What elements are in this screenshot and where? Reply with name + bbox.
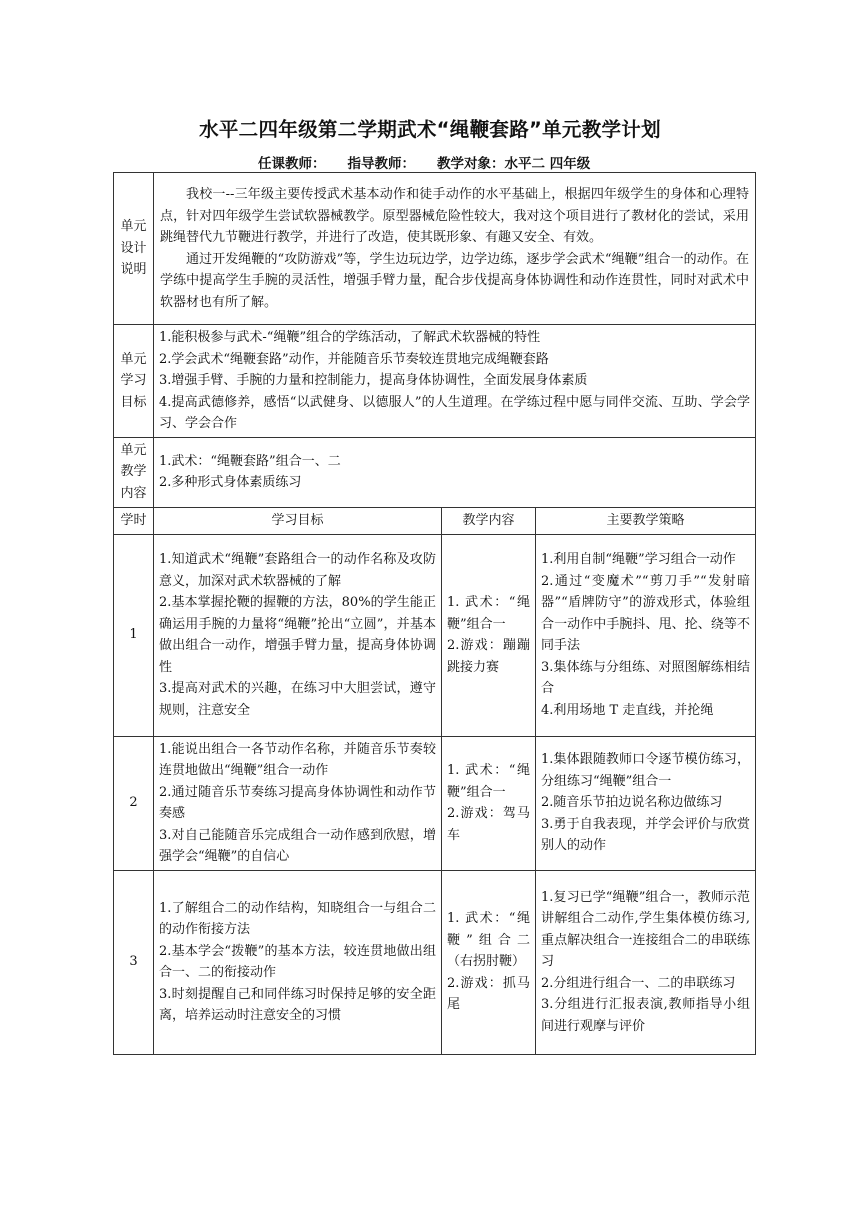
objective-item: 3.提高对武术的兴趣，在练习中大胆尝试，遵守规则，注意安全	[159, 681, 436, 718]
strategy-item: 3.勇于自我表现，并学会评价与欣赏别人的动作	[541, 816, 750, 854]
lesson-strategies	[536, 736, 756, 870]
goal-item: 1.能积极参与武术-“绳鞭”组合的学练活动，了解武术软器械的特性	[159, 330, 541, 345]
goals-label: 单元 学习 目标	[114, 325, 154, 438]
content-item: 1. 武术：“绳鞭”组合一	[447, 763, 530, 800]
goal-item: 3.增强手臂、手腕的力量和控制能力，提高身体协调性，全面发展身体素质	[159, 373, 588, 388]
content-item: 2.游戏：蹦蹦跳接力赛	[447, 638, 530, 675]
design-paragraph: 通过开发绳鞭的“攻防游戏”等，学生边玩边学，边学边练，逐步学会武术“绳鞭”组合一的动作。在学练中提高学生手腕的灵活性，增强手臂力量，配合步伐提高身体协调性和动作连贯性，同时对武术中软器材也有所了解。	[160, 251, 749, 310]
contents-text	[154, 437, 756, 507]
objective-item: 1.能说出组合一各节动作名称，并随音乐节奏较连贯地做出“绳鞭”组合一动作	[159, 741, 436, 778]
lesson-content	[442, 534, 536, 736]
strategy-item: 1.复习已学“绳鞭”组合一，教师示范讲解组合二动作,学生集体模仿练习,重点解决组合一连接组合二的串联练习	[541, 889, 750, 970]
lesson-strategies	[536, 870, 756, 1054]
strategy-item: 2.分组进行组合一、二的串联练习	[541, 975, 736, 991]
content-item: 1. 武术：“绳鞭”组合二 （右拐肘鞭）	[447, 911, 530, 970]
contents-label: 单元 教学 内容	[114, 437, 154, 507]
schedule-header-row	[114, 507, 756, 534]
lesson-number: 2	[114, 736, 154, 870]
content-item: 2.多种形式身体素质练习	[159, 475, 302, 490]
design-row	[114, 173, 756, 325]
guide-teacher-label: 指导教师：	[347, 156, 415, 172]
strategy-item: 2.随音乐节拍边说名称边做练习	[541, 795, 723, 811]
strategy-item: 1.利用自制“绳鞭”学习组合一动作	[541, 552, 736, 567]
lesson-objectives	[154, 534, 442, 736]
objective-item: 3.时刻提醒自己和同伴练习时保持足够的安全距离，培养运动时注意安全的习惯	[159, 986, 436, 1023]
lesson-strategies	[536, 534, 756, 736]
objective-item: 1.了解组合二的动作结构，知晓组合一与组合二的动作衔接方法	[159, 900, 436, 937]
strategy-item: 4.利用场地 T 走直线，并抡绳	[541, 702, 714, 718]
table-row	[114, 736, 756, 870]
objective-item: 2.基本学会“拨鞭”的基本方法，较连贯地做出组合一、二的衔接动作	[159, 943, 436, 980]
content-item: 1.武术：“绳鞭套路”组合一、二	[159, 453, 341, 469]
lesson-content	[442, 736, 536, 870]
strategy-item: 2.通过“变魔术”“剪刀手”“发射暗器”“盾牌防守”的游戏形式，体验组合一动作中手腕抖、甩、抡、绕等不同手法	[541, 573, 750, 653]
design-label: 单元 设计 说明	[114, 173, 154, 325]
lesson-number: 3	[114, 870, 154, 1054]
header-strategies: 主要教学策略	[536, 507, 756, 534]
design-paragraph: 我校一--三年级主要传授武术基本动作和徒手动作的水平基础上，根据四年级学生的身体和心理特点，针对四年级学生尝试软器械教学。原型器械危险性较大，我对这个项目进行了教材化的尝试，采用跳绳替代九节鞭进行教学，并进行了改造，使其既形象、有趣又安全、有效。	[160, 187, 749, 245]
lesson-objectives	[154, 870, 442, 1054]
document-title: 水平二四年级第二学期武术“绳鞭套路”单元教学计划	[199, 118, 661, 141]
content-item: 2.游戏：抓马尾	[447, 975, 530, 1013]
goal-item: 2.学会武术“绳鞭套路”动作，并能随音乐节奏较连贯地完成绳鞭套路	[159, 351, 549, 367]
header-content: 教学内容	[442, 507, 536, 534]
objective-item: 1.知道武术“绳鞭”套路组合一的动作名称及攻防意义，加深对武术软器械的了解	[159, 552, 436, 589]
contents-row	[114, 437, 756, 507]
design-text	[154, 173, 756, 325]
unit-plan-table	[113, 172, 756, 1055]
teaching-target: 教学对象：水平二 四年级	[437, 156, 591, 172]
objective-item: 3.对自己能随音乐完成组合一动作感到欣慰，增强学会“绳鞭”的自信心	[159, 827, 436, 864]
objective-item: 2.通过随音乐节奏练习提高身体协调性和动作节奏感	[159, 784, 436, 821]
strategy-item: 3.分组进行汇报表演,教师指导小组间进行观摩与评价	[541, 997, 750, 1034]
teacher-label: 任课教师：	[258, 156, 326, 172]
content-item: 2.游戏：驾马车	[447, 806, 530, 843]
strategy-item: 3.集体练与分组练、对照图解练相结合	[541, 659, 750, 696]
document-subtitle	[258, 152, 612, 172]
goals-row	[114, 325, 756, 438]
goals-text	[154, 325, 756, 438]
lesson-objectives	[154, 736, 442, 870]
table-row	[114, 870, 756, 1054]
goal-item: 4.提高武德修养，感悟“以武健身、以德服人”的人生道理。在学练过程中愿与同伴交流、互助、学会学习、学会合作	[159, 394, 750, 431]
strategy-item: 1.集体跟随教师口令逐节模仿练习，分组练习“绳鞭”组合一	[541, 752, 750, 789]
table-row	[114, 534, 756, 736]
header-objectives: 学习目标	[154, 507, 442, 534]
header-lesson: 学时	[114, 507, 154, 534]
lesson-number: 1	[114, 534, 154, 736]
objective-item: 2.基本掌握抡鞭的握鞭的方法，80%的学生能正确运用手腕的力量将“绳鞭”抡出“立圆”，并基本做出组合一动作，增强手臂力量，提高身体协调性	[159, 595, 436, 675]
content-item: 1. 武术：“绳鞭”组合一	[447, 595, 530, 632]
lesson-content	[442, 870, 536, 1054]
